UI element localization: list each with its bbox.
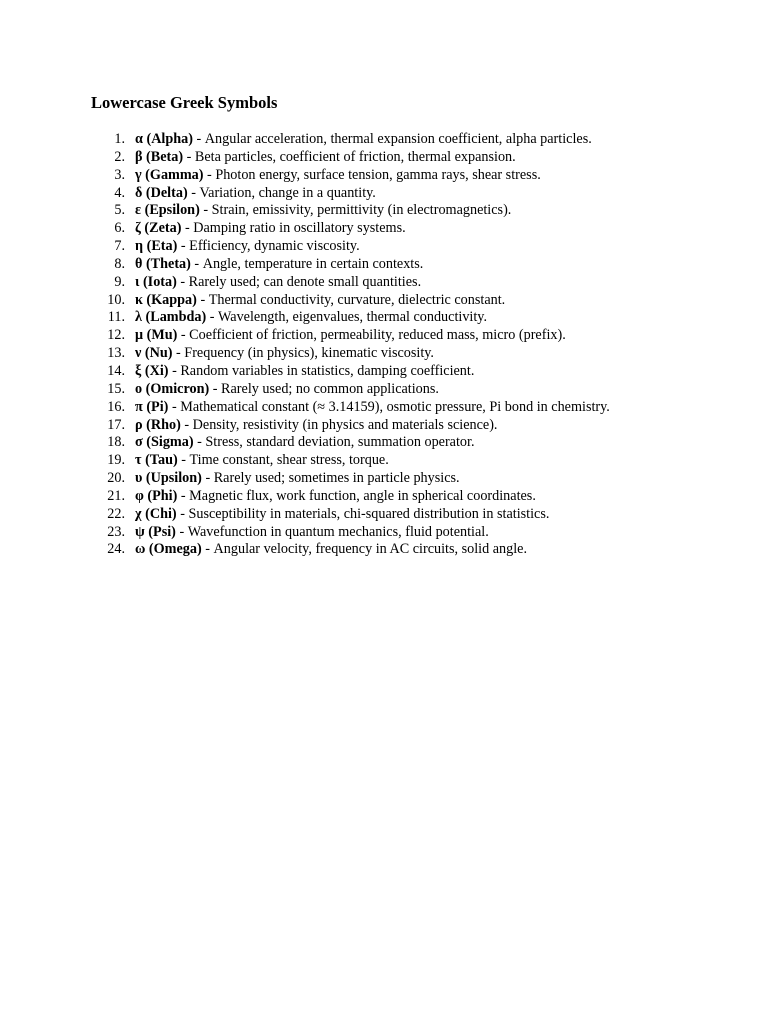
list-item-description: - Photon energy, surface tension, gamma rays, shear stress. <box>203 166 541 183</box>
list-item-description: - Susceptibility in materials, chi-squared distribution in statistics. <box>176 505 550 522</box>
list-item-number: 24. <box>107 541 125 558</box>
list-item-description: - Coefficient of friction, permeability, reduced mass, micro (prefix). <box>177 327 566 344</box>
list-item <box>0 309 768 327</box>
list-item-content <box>135 327 566 345</box>
list-item-number: 20. <box>107 470 125 487</box>
list-item-term: υ (Upsilon) <box>135 470 202 487</box>
list-item-number: 10. <box>107 291 125 308</box>
list-item-description: - Angular velocity, frequency in AC circuits, solid angle. <box>201 541 528 558</box>
list-item <box>0 363 768 381</box>
list-item-number: 18. <box>107 434 125 451</box>
list-item-number: 5. <box>114 202 125 219</box>
list-item-content <box>135 363 474 381</box>
list-item-content <box>135 506 549 524</box>
list-item-number: 1. <box>114 131 125 147</box>
list-item-description: - Variation, change in a quantity. <box>187 184 376 201</box>
list-item-description: - Angular acceleration, thermal expansion coefficient, alpha particles. <box>192 131 592 147</box>
list-item-term: λ (Lambda) <box>135 309 207 326</box>
list-item-term: σ (Sigma) <box>135 434 194 451</box>
list-item-term: ζ (Zeta) <box>135 220 182 237</box>
list-item-content <box>135 541 527 559</box>
list-item-term: ο (Omicron) <box>135 380 210 397</box>
list-item-number: 14. <box>107 362 125 379</box>
list-item <box>0 524 768 542</box>
list-item-term: ι (Iota) <box>135 273 177 290</box>
list-item <box>0 506 768 524</box>
list-item-number: 3. <box>114 166 125 183</box>
list-item-description: - Density, resistivity (in physics and materials science). <box>180 416 498 433</box>
list-item-term: κ (Kappa) <box>135 291 197 308</box>
document-title: Lowercase Greek Symbols <box>91 93 278 112</box>
list-item-description: - Mathematical constant (≈ 3.14159), osmotic pressure, Pi bond in chemistry. <box>168 398 610 415</box>
list-item-number: 7. <box>114 238 125 255</box>
list-item-number: 11. <box>107 309 125 326</box>
list-item-content <box>135 238 360 256</box>
list-item <box>0 345 768 363</box>
list-item-number: 17. <box>107 416 125 433</box>
list-item-description: - Angle, temperature in certain contexts. <box>190 255 424 272</box>
list-item-description: - Frequency (in physics), kinematic viscosity. <box>172 345 434 362</box>
list-item-term: ν (Nu) <box>135 345 173 362</box>
list-item-term: φ (Phi) <box>135 487 178 504</box>
list-item <box>0 541 768 559</box>
list-item-content <box>135 417 497 435</box>
list-item <box>0 381 768 399</box>
list-item-description: - Strain, emissivity, permittivity (in electromagnetics). <box>199 202 512 219</box>
list-item-content <box>135 399 610 417</box>
list-item <box>0 185 768 203</box>
list-item-content <box>135 220 406 238</box>
list-item-content <box>135 202 511 220</box>
list-item-number: 16. <box>107 398 125 415</box>
list-item <box>0 399 768 417</box>
list-item-number: 8. <box>114 255 125 272</box>
list-item-description: - Beta particles, coefficient of friction, thermal expansion. <box>183 148 516 165</box>
list-item-description: - Wavelength, eigenvalues, thermal conductivity. <box>206 309 488 326</box>
list-item-term: β (Beta) <box>135 148 184 165</box>
list-item <box>0 452 768 470</box>
list-item-term: η (Eta) <box>135 238 178 255</box>
list-item-description: - Stress, standard deviation, summation operator. <box>193 434 475 451</box>
list-item <box>0 417 768 435</box>
list-item-term: δ (Delta) <box>135 184 188 201</box>
list-item <box>0 274 768 292</box>
list-item-term: θ (Theta) <box>135 255 191 272</box>
list-item-content <box>135 345 434 363</box>
list-item-content <box>135 256 423 274</box>
list-item <box>0 434 768 452</box>
list-item-description: - Rarely used; sometimes in particle physics. <box>201 470 460 487</box>
list-item <box>0 167 768 185</box>
list-item-term: ω (Omega) <box>135 541 202 558</box>
list-item-term: χ (Chi) <box>135 505 177 522</box>
list-item-term: α (Alpha) <box>135 131 193 147</box>
list-item-content <box>135 167 541 185</box>
list-item-description: - Magnetic flux, work function, angle in spherical coordinates. <box>177 487 536 504</box>
list-item-description: - Time constant, shear stress, torque. <box>177 452 389 469</box>
list-item-number: 13. <box>107 345 125 362</box>
list-item-number: 2. <box>114 148 125 165</box>
list-item-number: 23. <box>107 523 125 540</box>
list-item-description: - Rarely used; no common applications. <box>209 380 439 397</box>
list-item-description: - Damping ratio in oscillatory systems. <box>181 220 406 237</box>
list-item <box>0 238 768 256</box>
list-item-content <box>135 381 439 399</box>
list-item-term: π (Pi) <box>135 398 169 415</box>
list-item-content <box>135 524 489 542</box>
list-item-content <box>135 274 421 292</box>
list-item <box>0 327 768 345</box>
list-item-content <box>135 452 389 470</box>
list-item-number: 6. <box>114 220 125 237</box>
list-item <box>0 220 768 238</box>
list-item <box>0 202 768 220</box>
list-item-number: 22. <box>107 505 125 522</box>
list-item-content <box>135 149 516 167</box>
list-item-content <box>135 309 487 327</box>
list-item-term: ξ (Xi) <box>135 362 169 379</box>
list-item-number: 15. <box>107 380 125 397</box>
list-item-content <box>135 131 592 149</box>
list-item-content <box>135 292 505 310</box>
list-item-description: - Thermal conductivity, curvature, dielectric constant. <box>196 291 506 308</box>
list-item-term: ψ (Psi) <box>135 523 176 540</box>
list-item <box>0 292 768 310</box>
list-item-number: 19. <box>107 452 125 469</box>
list-item-number: 21. <box>107 487 125 504</box>
list-item <box>0 488 768 506</box>
list-item <box>0 131 768 149</box>
list-item-term: γ (Gamma) <box>135 166 204 183</box>
symbol-list <box>0 131 768 559</box>
list-item-content <box>135 185 376 203</box>
list-item <box>0 256 768 274</box>
list-item-description: - Wavefunction in quantum mechanics, fluid potential. <box>175 523 489 540</box>
list-item <box>0 149 768 167</box>
list-item-term: μ (Mu) <box>135 327 178 344</box>
list-item-number: 9. <box>114 273 125 290</box>
list-item-content <box>135 434 475 452</box>
list-item-content <box>135 488 536 506</box>
list-item-number: 12. <box>107 327 125 344</box>
list-item-description: - Rarely used; can denote small quantities. <box>176 273 422 290</box>
list-item-content <box>135 470 460 488</box>
list-item-term: ρ (Rho) <box>135 416 181 433</box>
list-item-description: - Efficiency, dynamic viscosity. <box>177 238 360 255</box>
list-item-term: τ (Tau) <box>135 452 178 469</box>
list-item-term: ε (Epsilon) <box>135 202 200 219</box>
list-item <box>0 470 768 488</box>
list-item-number: 4. <box>114 184 125 201</box>
list-item-description: - Random variables in statistics, damping coefficient. <box>168 362 475 379</box>
